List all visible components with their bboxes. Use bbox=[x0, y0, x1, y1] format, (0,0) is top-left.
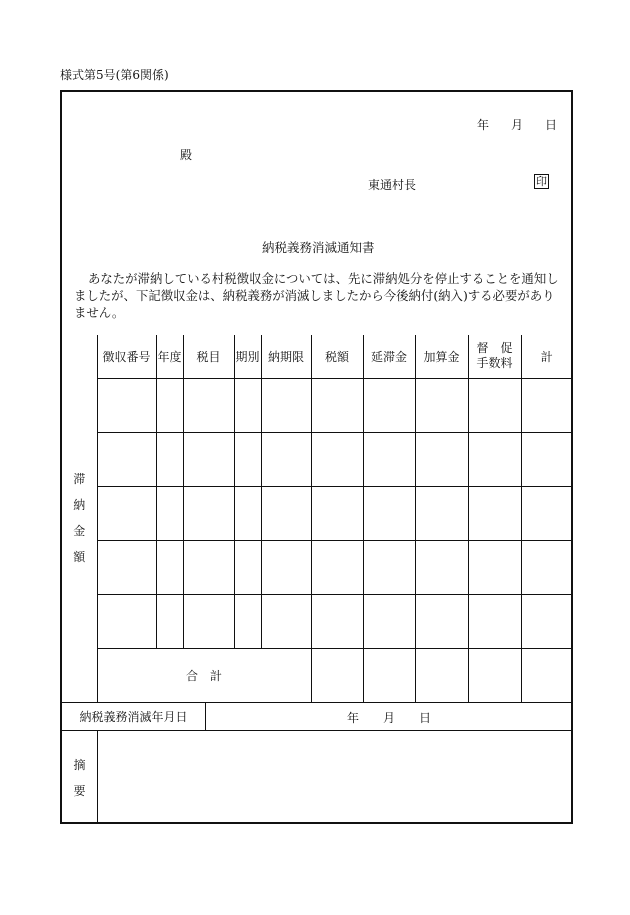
cell-collection-no[interactable] bbox=[97, 432, 156, 486]
cell-dunning-fee[interactable] bbox=[468, 540, 521, 594]
total-row bbox=[62, 648, 572, 702]
cell-fiscal-year[interactable] bbox=[156, 486, 183, 540]
cell-additional-tax[interactable] bbox=[415, 486, 468, 540]
cell-collection-no[interactable] bbox=[97, 594, 156, 648]
cell-tax-amount[interactable] bbox=[311, 378, 363, 432]
extinction-date-label: 納税義務消滅年月日 bbox=[62, 702, 206, 730]
table-row bbox=[62, 378, 572, 432]
table-row bbox=[62, 432, 572, 486]
cell-period[interactable] bbox=[234, 486, 261, 540]
cell-period[interactable] bbox=[234, 432, 261, 486]
header-dunning-fee-line2: 手数料 bbox=[476, 356, 513, 371]
addressee-honorific: 殿 bbox=[180, 148, 193, 162]
arrears-table bbox=[62, 335, 572, 703]
table-header-row bbox=[62, 335, 572, 378]
document-title: 納税義務消滅通知書 bbox=[262, 240, 375, 255]
cell-tax-amount[interactable] bbox=[311, 486, 363, 540]
remarks-label-char: 要 bbox=[73, 783, 86, 798]
cell-additional-tax[interactable] bbox=[415, 378, 468, 432]
cell-dunning-fee[interactable] bbox=[468, 378, 521, 432]
header-period: 期別 bbox=[234, 335, 261, 378]
cell-tax-amount[interactable] bbox=[311, 432, 363, 486]
cell-total[interactable] bbox=[521, 432, 572, 486]
table-row bbox=[62, 594, 572, 648]
cell-tax-item[interactable] bbox=[183, 594, 234, 648]
arrears-side-label bbox=[62, 335, 97, 702]
cell-tax-item[interactable] bbox=[183, 378, 234, 432]
header-dunning-fee-line1: 督 促 bbox=[476, 341, 513, 356]
header-due-date: 納期限 bbox=[261, 335, 311, 378]
header-total: 計 bbox=[521, 335, 572, 378]
seal-mark-text: 印 bbox=[536, 175, 547, 188]
issue-date bbox=[477, 116, 557, 133]
seal-mark bbox=[534, 174, 549, 189]
cell-tax-amount[interactable] bbox=[311, 540, 363, 594]
cell-collection-no[interactable] bbox=[97, 486, 156, 540]
remarks-label-char: 摘 bbox=[73, 757, 86, 772]
extinction-date-field[interactable]: 年 月 日 bbox=[347, 711, 432, 725]
remarks-label bbox=[62, 731, 98, 824]
cell-due-date[interactable] bbox=[261, 378, 311, 432]
cell-tax-item[interactable] bbox=[183, 486, 234, 540]
cell-dunning-fee[interactable] bbox=[468, 594, 521, 648]
form-number-label: 様式第5号(第6関係) bbox=[60, 68, 169, 82]
cell-collection-no[interactable] bbox=[97, 540, 156, 594]
cell-delinquency-charge[interactable] bbox=[363, 432, 415, 486]
cell-total[interactable] bbox=[521, 594, 572, 648]
cell-dunning-fee[interactable] bbox=[468, 432, 521, 486]
cell-due-date[interactable] bbox=[261, 486, 311, 540]
cell-fiscal-year[interactable] bbox=[156, 594, 183, 648]
extinction-date-row bbox=[62, 702, 572, 731]
cell-due-date[interactable] bbox=[261, 540, 311, 594]
notice-body-text: あなたが滞納している村税徴収金については、先に滞納処分を停止することを通知しましたが、下記徴収金は、納税義務が消滅しましたから今後納付(納入)する必要がありません。 bbox=[74, 271, 559, 320]
total-tax-amount[interactable] bbox=[311, 648, 363, 702]
cell-total[interactable] bbox=[521, 486, 572, 540]
cell-tax-item[interactable] bbox=[183, 540, 234, 594]
issue-date-month: 月 bbox=[510, 118, 523, 132]
cell-due-date[interactable] bbox=[261, 594, 311, 648]
total-row-label: 合 計 bbox=[97, 648, 311, 702]
cell-delinquency-charge[interactable] bbox=[363, 378, 415, 432]
cell-delinquency-charge[interactable] bbox=[363, 594, 415, 648]
cell-collection-no[interactable] bbox=[97, 378, 156, 432]
issuer-name: 東通村長 bbox=[368, 178, 417, 192]
cell-period[interactable] bbox=[234, 540, 261, 594]
cell-additional-tax[interactable] bbox=[415, 594, 468, 648]
cell-dunning-fee[interactable] bbox=[468, 486, 521, 540]
cell-fiscal-year[interactable] bbox=[156, 378, 183, 432]
cell-delinquency-charge[interactable] bbox=[363, 540, 415, 594]
total-dunning-fee[interactable] bbox=[468, 648, 521, 702]
cell-period[interactable] bbox=[234, 594, 261, 648]
header-tax-amount: 税額 bbox=[311, 335, 363, 378]
side-label-char: 額 bbox=[73, 550, 86, 565]
total-additional-tax[interactable] bbox=[415, 648, 468, 702]
cell-tax-item[interactable] bbox=[183, 432, 234, 486]
header-collection-no: 徴収番号 bbox=[97, 335, 156, 378]
cell-period[interactable] bbox=[234, 378, 261, 432]
cell-total[interactable] bbox=[521, 540, 572, 594]
cell-total[interactable] bbox=[521, 378, 572, 432]
cell-additional-tax[interactable] bbox=[415, 540, 468, 594]
total-delinquency-charge[interactable] bbox=[363, 648, 415, 702]
issue-date-year: 年 bbox=[476, 118, 489, 132]
side-label-char: 納 bbox=[73, 498, 86, 513]
cell-additional-tax[interactable] bbox=[415, 432, 468, 486]
notice-frame bbox=[60, 90, 573, 824]
grand-total[interactable] bbox=[521, 648, 572, 702]
header-tax-item: 税目 bbox=[183, 335, 234, 378]
header-delinquency-charge: 延滞金 bbox=[363, 335, 415, 378]
header-fiscal-year: 年度 bbox=[156, 335, 183, 378]
table-row bbox=[62, 540, 572, 594]
cell-fiscal-year[interactable] bbox=[156, 432, 183, 486]
side-label-char: 滞 bbox=[73, 472, 86, 487]
table-row bbox=[62, 486, 572, 540]
header-dunning-fee bbox=[468, 335, 521, 378]
issue-date-day: 日 bbox=[544, 118, 557, 132]
cell-tax-amount[interactable] bbox=[311, 594, 363, 648]
cell-due-date[interactable] bbox=[261, 432, 311, 486]
cell-delinquency-charge[interactable] bbox=[363, 486, 415, 540]
header-additional-tax: 加算金 bbox=[415, 335, 468, 378]
remarks-field[interactable] bbox=[98, 731, 572, 824]
side-label-char: 金 bbox=[73, 524, 86, 539]
cell-fiscal-year[interactable] bbox=[156, 540, 183, 594]
